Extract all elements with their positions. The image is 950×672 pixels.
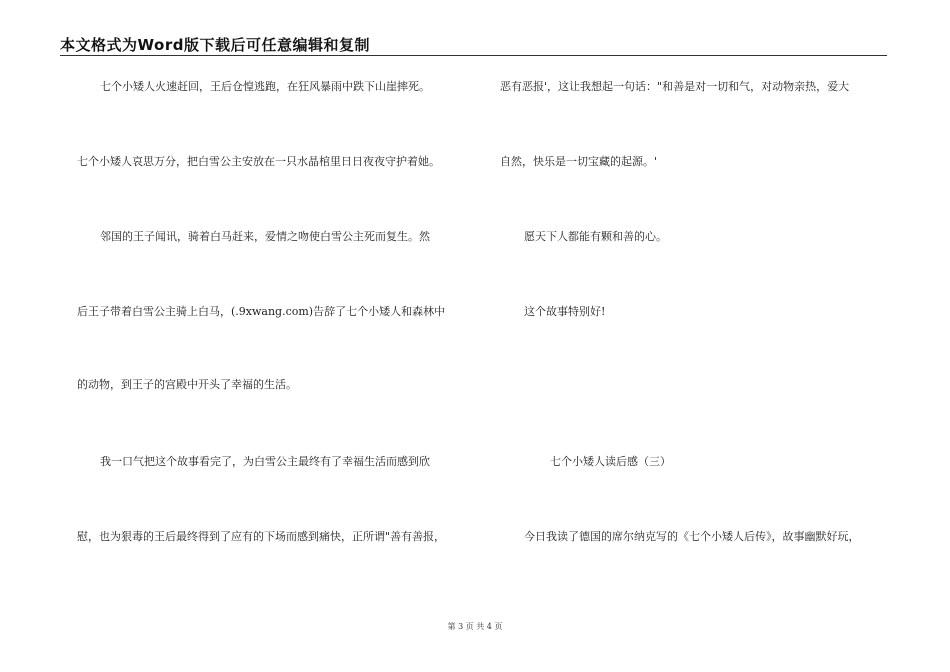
paragraph-line: 自然，快乐是一切宝藏的起源。' xyxy=(500,155,658,168)
paragraph-line: 的动物，到王子的宫殿中开头了幸福的生活。 xyxy=(77,378,297,391)
paragraph-line: 这个故事特别好! xyxy=(524,305,606,318)
paragraph-line: 愿天下人都能有颗和善的心。 xyxy=(524,230,667,243)
paragraph-line: 恶有恶报'，这让我想起一句话："和善是对一切和气，对动物亲热，爱大 xyxy=(500,80,850,93)
document-header-title: 本文格式为Word版下载后可任意编辑和复制 xyxy=(60,36,370,54)
section-heading: 七个小矮人读后感（三） xyxy=(550,455,671,468)
paragraph-line: 慰，也为狠毒的王后最终得到了应有的下场而感到痛快，正所谓"善有善报， xyxy=(77,530,446,543)
paragraph-line: 七个小矮人火速赶回，王后仓惶逃跑，在狂风暴雨中跌下山崖摔死。 xyxy=(100,80,430,93)
paragraph-line: 我一口气把这个故事看完了，为白雪公主最终有了幸福生活而感到欣 xyxy=(100,455,430,468)
page-number-footer: 第 3 页 共 4 页 xyxy=(447,622,503,631)
paragraph-line: 后王子带着白雪公主骑上白马，(.9xwang.com)告辞了七个小矮人和森林中 xyxy=(77,305,446,318)
paragraph-line: 今日我读了德国的席尔纳克写的《七个小矮人后传》，故事幽默好玩， xyxy=(524,530,860,543)
paragraph-line: 邻国的王子闻讯，骑着白马赶来，爱情之吻使白雪公主死而复生。然 xyxy=(100,230,430,243)
header-divider xyxy=(60,55,887,56)
paragraph-line: 七个小矮人哀思万分，把白雪公主安放在一只水晶棺里日日夜夜守护着她。 xyxy=(77,155,440,168)
